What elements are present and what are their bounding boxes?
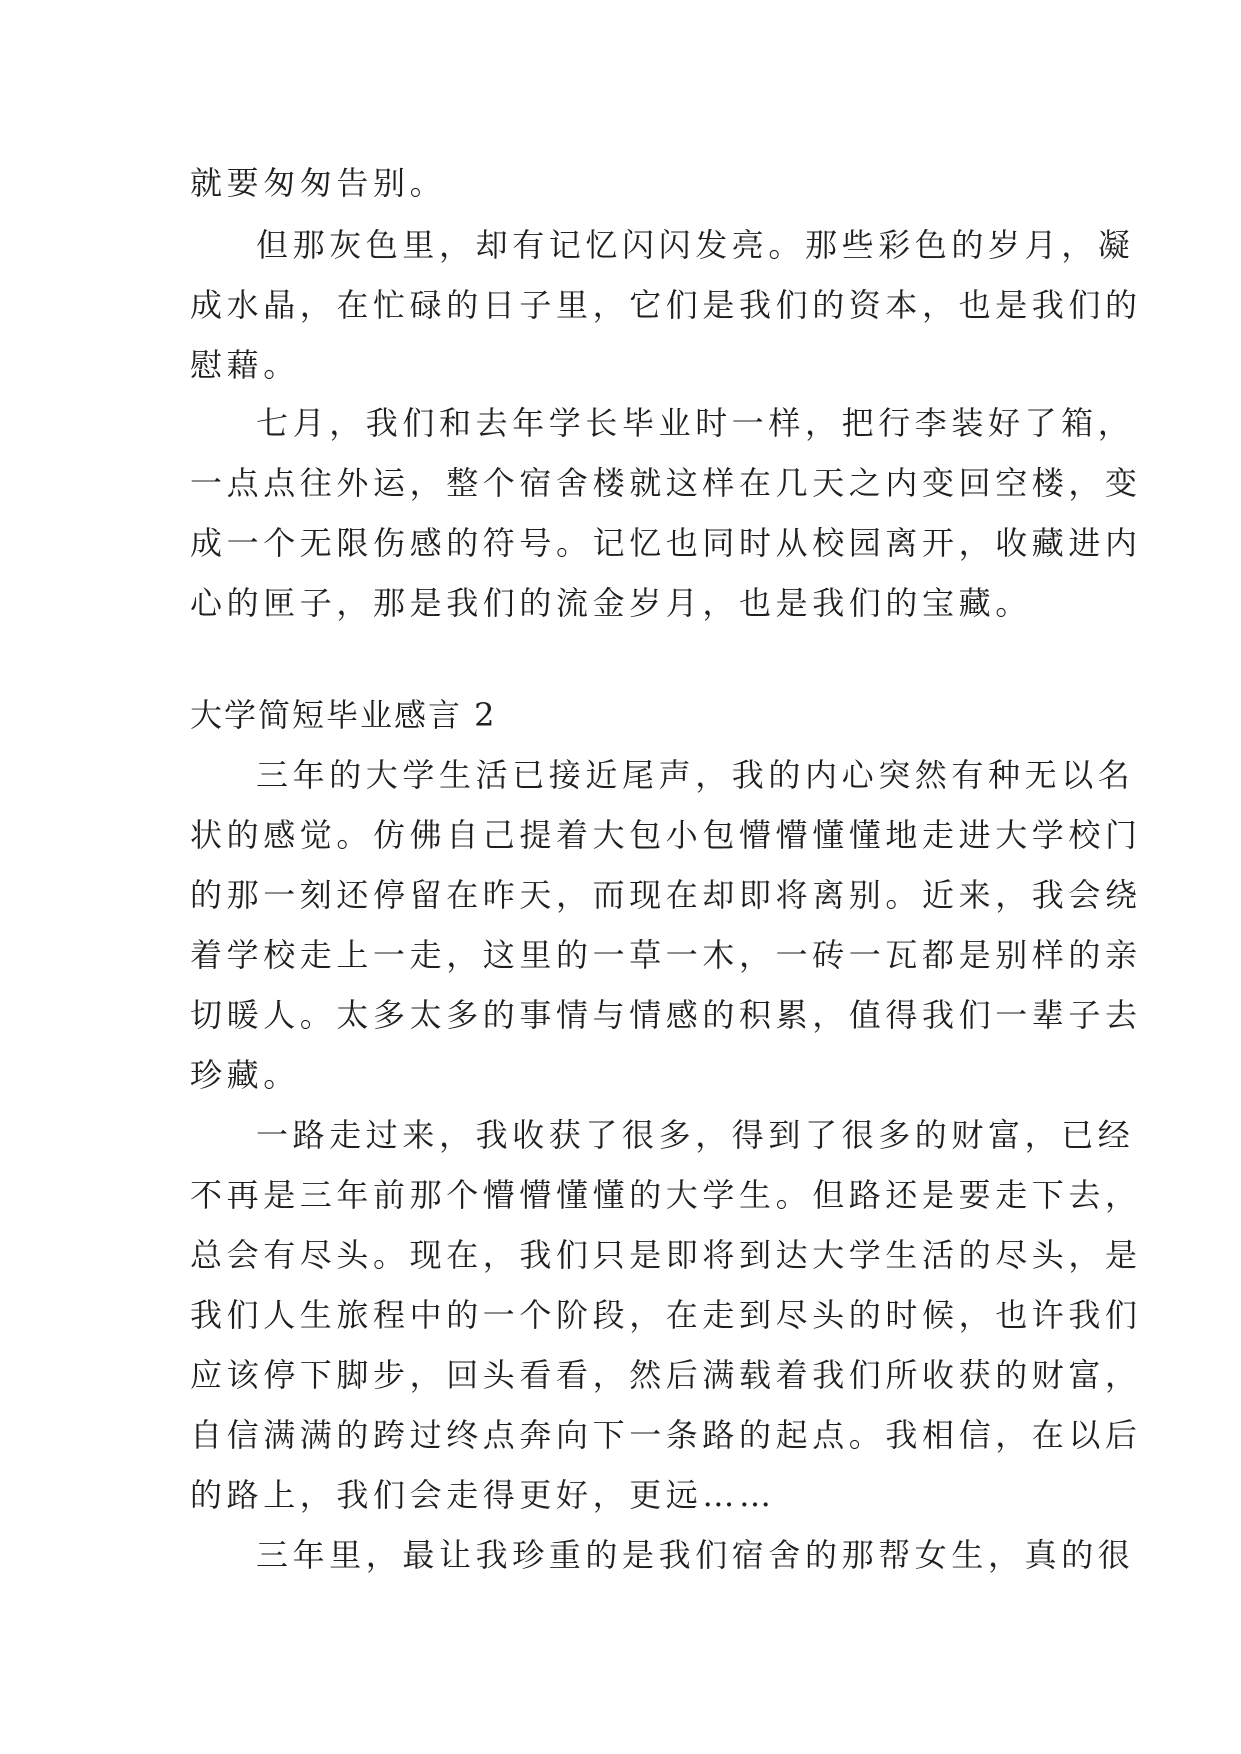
text-line: 就要匆匆告别。 — [190, 164, 447, 202]
text-line: 应该停下脚步，回头看看，然后满载着我们所收获的财富， — [190, 1356, 1142, 1394]
text-line: 慰藉。 — [190, 346, 300, 384]
text-line: 成水晶，在忙碌的日子里，它们是我们的资本，也是我们的 — [190, 286, 1142, 324]
text-line: 成一个无限伤感的符号。记忆也同时从校园离开，收藏进内 — [190, 524, 1142, 562]
text-line: 的那一刻还停留在昨天，而现在却即将离别。近来，我会绕 — [190, 876, 1142, 914]
text-line: 不再是三年前那个懵懵懂懂的大学生。但路还是要走下去， — [190, 1176, 1142, 1214]
section-heading: 大学简短毕业感言 2 — [190, 696, 497, 734]
paragraph-first-line: 三年里，最让我珍重的是我们宿舍的那帮女生，真的很 — [256, 1536, 1135, 1574]
text-line: 状的感觉。仿佛自己提着大包小包懵懵懂懂地走进大学校门 — [190, 816, 1142, 854]
text-line: 一点点往外运，整个宿舍楼就这样在几天之内变回空楼，变 — [190, 464, 1142, 502]
text-line: 着学校走上一走，这里的一草一木，一砖一瓦都是别样的亲 — [190, 936, 1142, 974]
text-line: 心的匣子，那是我们的流金岁月，也是我们的宝藏。 — [190, 584, 1032, 622]
text-line: 我们人生旅程中的一个阶段，在走到尽头的时候，也许我们 — [190, 1296, 1142, 1334]
text-line: 自信满满的跨过终点奔向下一条路的起点。我相信，在以后 — [190, 1416, 1142, 1454]
paragraph-first-line: 七月，我们和去年学长毕业时一样，把行李装好了箱， — [256, 404, 1135, 442]
paragraph-first-line: 三年的大学生活已接近尾声，我的内心突然有种无以名 — [256, 756, 1135, 794]
text-line: 切暖人。太多太多的事情与情感的积累，值得我们一辈子去 — [190, 996, 1142, 1034]
paragraph-first-line: 一路走过来，我收获了很多，得到了很多的财富，已经 — [256, 1116, 1135, 1154]
paragraph-first-line: 但那灰色里，却有记忆闪闪发亮。那些彩色的岁月，凝 — [256, 226, 1135, 264]
text-line: 的路上，我们会走得更好，更远…… — [190, 1476, 776, 1514]
text-line: 珍藏。 — [190, 1056, 300, 1094]
text-line: 总会有尽头。现在，我们只是即将到达大学生活的尽头，是 — [190, 1236, 1142, 1274]
